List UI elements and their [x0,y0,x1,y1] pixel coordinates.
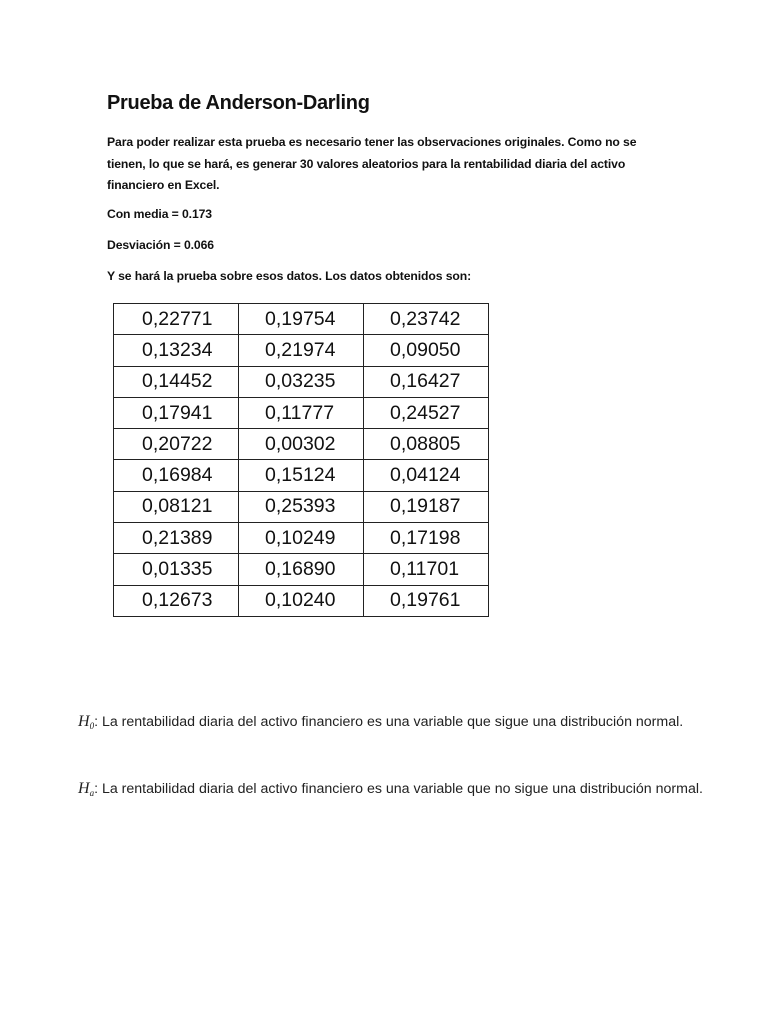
table-cell: 0,01335 [114,554,239,585]
table-cell: 0,13234 [114,335,239,366]
data-table [113,303,489,617]
table-cell: 0,23742 [364,304,489,335]
mean-line: Con media = 0.173 [107,207,212,221]
data-intro-line: Y se hará la prueba sobre esos datos. Los datos obtenidos son: [107,269,472,283]
table-cell: 0,15124 [239,460,364,491]
table-cell: 0,17198 [364,523,489,554]
table-cell: 0,24527 [364,397,489,428]
table-cell: 0,16890 [239,554,364,585]
table-cell: 0,12673 [114,585,239,616]
table-cell: 0,21974 [239,335,364,366]
table-cell: 0,14452 [114,366,239,397]
deviation-line: Desviación = 0.066 [107,238,214,252]
table-row [114,366,489,397]
table-row [114,523,489,554]
table-cell: 0,11777 [239,397,364,428]
table-row [114,554,489,585]
null-hypothesis [78,708,706,740]
table-cell: 0,19761 [364,585,489,616]
table-cell: 0,03235 [239,366,364,397]
table-cell: 0,19187 [364,491,489,522]
table-cell: 0,08805 [364,429,489,460]
table-cell: 0,19754 [239,304,364,335]
intro-paragraph: Para poder realizar esta prueba es necesario tener las observaciones originales. Como no se tienen, lo que se hará, es generar 30 valores aleatorios para la rentabilidad diaria del activo financiero en Excel. [107,135,637,192]
table-cell: 0,25393 [239,491,364,522]
null-hypothesis-text: : La rentabilidad diaria del activo financiero es una variable que sigue una distribución normal. [94,714,684,730]
table-cell: 0,21389 [114,523,239,554]
table-cell: 0,16427 [364,366,489,397]
table-row [114,304,489,335]
table-cell: 0,10240 [239,585,364,616]
table-row [114,335,489,366]
table-cell: 0,17941 [114,397,239,428]
table-cell: 0,00302 [239,429,364,460]
alternative-hypothesis-symbol: $H_a$ [78,780,95,798]
alternative-hypothesis [78,775,706,807]
table-cell: 0,10249 [239,523,364,554]
table-cell: 0,22771 [114,304,239,335]
table-row [114,429,489,460]
table-cell: 0,08121 [114,491,239,522]
table-row [114,397,489,428]
alternative-hypothesis-text: : La rentabilidad diaria del activo financiero es una variable que no sigue una distribución normal. [94,781,703,797]
table-cell: 0,09050 [364,335,489,366]
table-cell: 0,16984 [114,460,239,491]
table-cell: 0,04124 [364,460,489,491]
table-row [114,460,489,491]
table-cell: 0,11701 [364,554,489,585]
table-row [114,585,489,616]
data-table-body [114,304,489,617]
null-hypothesis-symbol: $H_0$ [78,713,95,731]
table-cell: 0,20722 [114,429,239,460]
page-title: Prueba de Anderson-Darling [107,92,370,114]
table-row [114,491,489,522]
